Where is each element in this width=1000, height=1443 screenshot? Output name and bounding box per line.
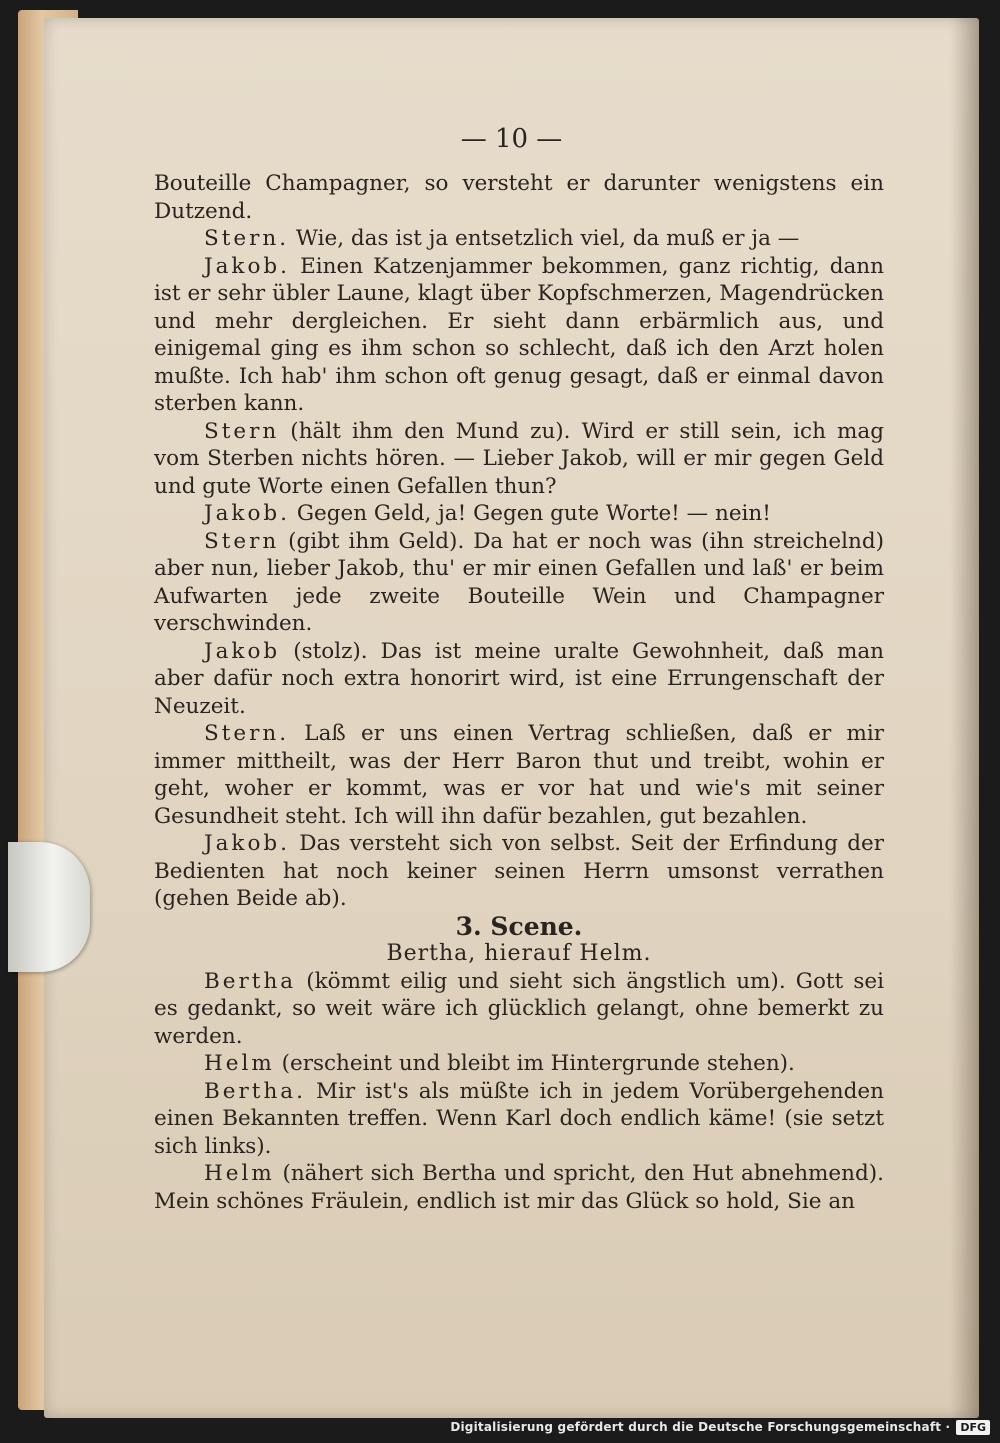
paragraph-text: Das versteht sich von selbst. Seit der Erfindung der Bedienten hat noch keiner seinen Herrn umsonst verrathen (gehen Beide ab).	[154, 831, 884, 911]
dfg-logo-icon: DFG	[956, 1420, 990, 1435]
paragraph-5	[154, 528, 884, 638]
digitization-footer	[450, 1415, 990, 1439]
paragraph-text: (kömmt eilig und sieht sich ängstlich um). Gott sei es gedankt, so weit wäre ich glücklich gelangt, ohne bemerkt zu werden.	[154, 968, 884, 1049]
paragraph-0	[154, 170, 884, 225]
speaker-name: Stern	[204, 528, 280, 554]
scene-persons: Bertha, hierauf Helm.	[386, 941, 652, 966]
paragraph-7	[154, 720, 884, 830]
speaker-name: Jakob.	[204, 253, 291, 279]
paragraph-text: Einen Katzenjammer bekommen, ganz richtig, dann ist er sehr übler Laune, klagt über Kopfschmerzen, Magendrücken und mehr dergleichen. Er sieht dann erbärmlich aus, und einigemal ging es ihm schon so schlecht, daß ich den Arzt holen mußte. Ich hab' ihm schon oft genug gesagt, daß er einmal davon sterben kann.	[154, 253, 884, 416]
speaker-name: Bertha.	[204, 1078, 306, 1104]
page-body-text	[154, 170, 884, 1215]
paragraph-8	[154, 830, 884, 913]
speaker-name: Helm	[204, 1051, 275, 1076]
paragraph-text: Bouteille Champagner, so versteht er darunter wenigstens ein Dutzend.	[154, 171, 884, 224]
metal-page-clip	[8, 842, 90, 972]
speaker-name: Bertha	[204, 968, 297, 994]
scene-paragraph-0	[154, 968, 884, 1051]
paragraph-4	[154, 500, 884, 528]
paragraph-text: (nähert sich Bertha und spricht, den Hut abnehmend). Mein schönes Fräulein, endlich ist mir das Glück so hold, Sie an	[154, 1161, 884, 1214]
speaker-name: Jakob	[204, 638, 281, 664]
paragraph-text: Wie, das ist ja entsetzlich viel, da muß er ja —	[289, 226, 800, 251]
scene-paragraph-2	[154, 1078, 884, 1161]
page-gutter-shadow	[949, 18, 979, 1418]
paragraph-text: Gegen Geld, ja! Gegen gute Worte! — nein!	[290, 501, 771, 526]
speaker-name: Stern.	[204, 226, 290, 251]
speaker-name: Jakob.	[204, 501, 291, 526]
speaker-name: Stern	[204, 418, 280, 444]
funding-notice: Digitalisierung gefördert durch die Deutsche Forschungsgemeinschaft ·	[450, 1420, 951, 1434]
speaker-name: Stern.	[204, 721, 290, 746]
paragraph-text: (stolz). Das ist meine uralte Gewohnheit, daß man aber dafür noch extra honorirt wird, ist eine Errungenschaft der Neuzeit.	[154, 638, 884, 719]
paragraph-text: Laß er uns einen Vertrag schließen, daß er mir immer mittheilt, was der Herr Baron thut und treibt, wohin er geht, woher er kommt, was er vor hat und wie's mit seiner Gesundheit steht. Ich will ihn dafür bezahlen, gut bezahlen.	[154, 721, 884, 829]
scene-paragraph-3	[154, 1160, 884, 1215]
paragraph-text: Mir ist's als müßte ich in jedem Vorübergehenden einen Bekannten treffen. Wenn Karl doch endlich käme! (sie setzt sich links).	[154, 1078, 884, 1159]
book-page	[44, 18, 979, 1418]
speaker-name: Jakob.	[204, 831, 291, 856]
scene-heading: 3. Scene.	[455, 911, 583, 941]
paragraph-text: (hält ihm den Mund zu). Wird er still sein, ich mag vom Sterben nichts hören. — Lieber Jakob, will er mir gegen Geld und gute Worte einen Gefallen thun?	[154, 418, 884, 499]
paragraph-2	[154, 253, 884, 418]
paragraph-text: (gibt ihm Geld). Da hat er noch was (ihn streichelnd) aber nun, lieber Jakob, thu' er mir einen Gefallen und laß' er beim Aufwarten jede zweite Bouteille Wein und Champagner verschwinden.	[154, 528, 884, 636]
paragraph-text: (erscheint und bleibt im Hintergrunde stehen).	[274, 1051, 795, 1076]
scene-paragraph-1	[154, 1050, 884, 1078]
paragraph-6	[154, 638, 884, 721]
paragraph-1	[154, 225, 884, 253]
page-number: — 10 —	[460, 124, 563, 154]
paragraph-3	[154, 418, 884, 501]
speaker-name: Helm	[204, 1161, 275, 1186]
